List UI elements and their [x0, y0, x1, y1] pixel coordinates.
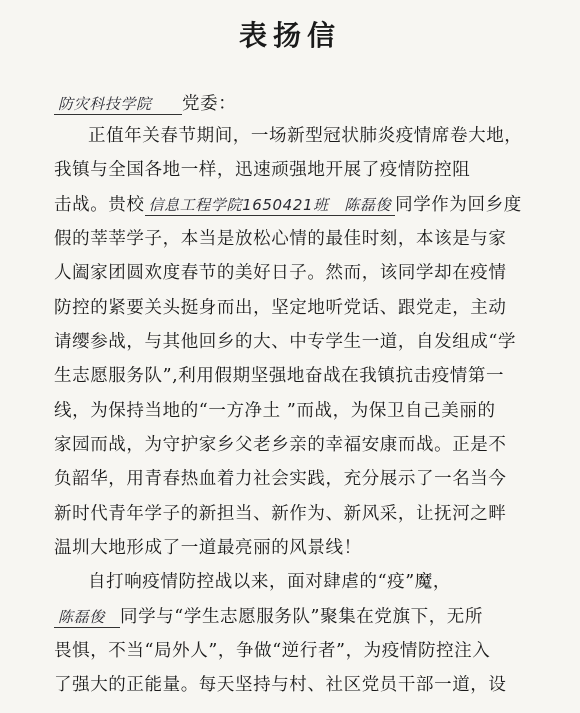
paragraph1-line — [54, 193, 550, 217]
text-segment: 击战。贵校 — [54, 195, 145, 215]
paragraph1-line: 家园而战，为守护家乡父老乡亲的幸福安康而战。正是不 — [54, 435, 507, 455]
paragraph1-line: 新时代青年学子的新担当、新作为、新风采，让抚河之畔 — [54, 504, 507, 524]
paragraph1-line: 我镇与全国各地一样，迅速顽强地开展了疫情防控阻 — [54, 160, 471, 180]
salutation-line — [54, 92, 550, 116]
paragraph2-line — [54, 605, 550, 629]
paragraph2-line: 畏惧，不当“局外人”，争做“逆行者”，为疫情防控注入 — [54, 641, 491, 661]
paragraph1-line: 防控的紧要关头挺身而出，坚定地听党话、跟党走，主动 — [54, 298, 507, 318]
letter-title: 表扬信 — [238, 19, 341, 52]
paragraph1-line: 生志愿服务队”,利用假期坚强地奋战在我镇抗击疫情第一 — [54, 366, 505, 386]
paragraph2-line: 自打响疫情防控战以来，面对肆虐的“疫”魔， — [88, 572, 451, 592]
paragraph1-line: 正值年关春节期间，一场新型冠状肺炎疫情席卷大地， — [88, 126, 523, 146]
paragraph1-line: 请缨参战，与其他回乡的大、中专学生一道，自发组成“学 — [54, 332, 517, 352]
text-segment: 同学与“学生志愿服务队”聚集在党旗下，无所 — [120, 607, 483, 627]
salutation-suffix: 党委： — [182, 94, 237, 114]
student-name-handwritten: 陈磊俊 — [54, 607, 120, 628]
paragraph1-line: 负韶华，用青春热血着力社会实践，充分展示了一名当今 — [54, 469, 507, 489]
paragraph1-line: 人阖家团圆欢度春节的美好日子。然而，该同学却在疫情 — [54, 263, 507, 283]
paragraph1-line: 线，为保持当地的“一方净土 ”而战，为保卫自己美丽的 — [54, 401, 496, 421]
paragraph1-line: 假的莘莘学子，本当是放松心情的最佳时刻，本该是与家 — [54, 229, 507, 249]
student-class-handwritten: 信息工程学院1650421班 陈磊俊 — [145, 195, 396, 216]
paragraph1-line: 温圳大地形成了一道最亮丽的风景线！ — [54, 538, 362, 558]
text-segment: 同学作为回乡度 — [395, 195, 522, 215]
recipient-handwritten: 防灾科技学院 — [54, 94, 182, 115]
paragraph2-line: 了强大的正能量。每天坚持与村、社区党员干部一道，设 — [54, 675, 507, 695]
